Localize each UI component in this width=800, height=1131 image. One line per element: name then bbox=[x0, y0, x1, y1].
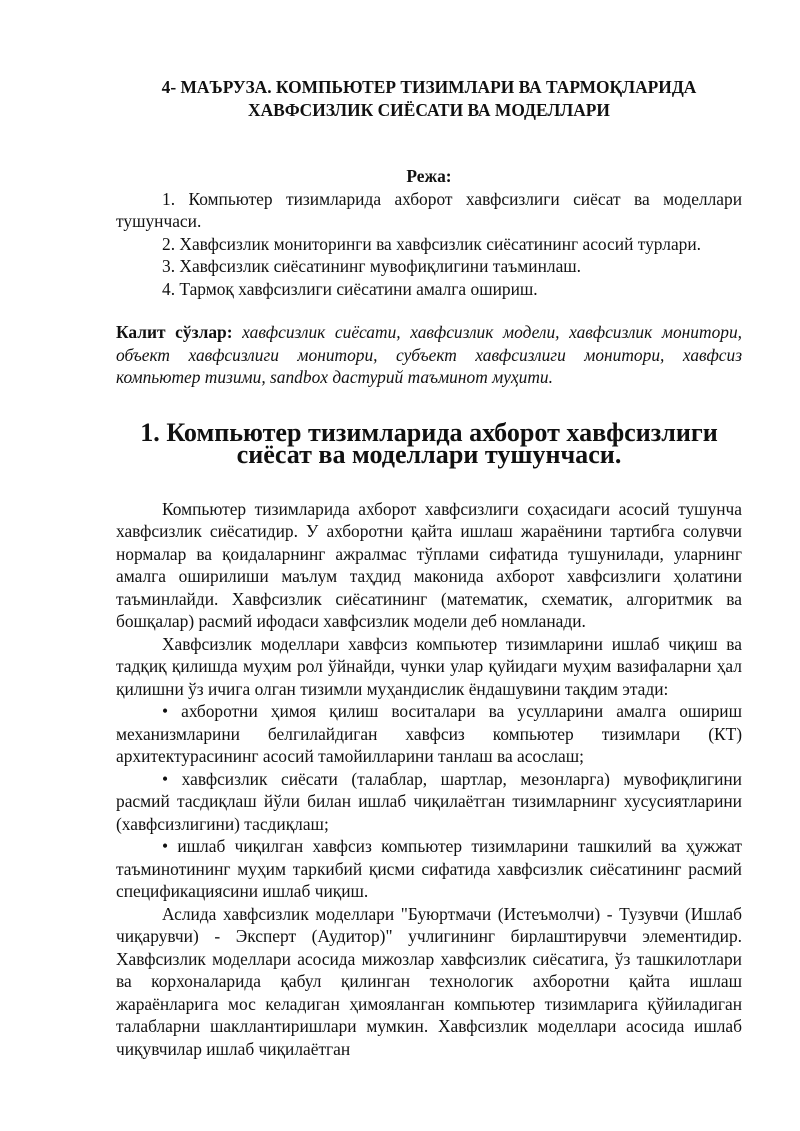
plan-item: 3. Хавфсизлик сиёсатининг мувофиқлигини таъминлаш. bbox=[162, 256, 582, 276]
keywords-label: Калит сўзлар: bbox=[116, 322, 233, 342]
plan-heading: Режа: bbox=[406, 166, 452, 186]
keywords-block bbox=[116, 321, 742, 389]
paragraph: Компьютер тизимларида ахборот хавфсизлиги соҳасидаги асосий тушунча хавфсизлик сиёсатидир. У ахборотни қайта ишлаш жараёнини тартибга солувчи нормалар ва қоидаларнинг ажралмас тўплами сифатида тушунилади, уларнинг амалга оширилиши маълум таҳдид маконида ахборот хавфсизлиги ҳолатини таъминлайди. Хавфсизлик сиёсатининг (математик, схематик, алгоритмик ва бошқалар) расмий ифодаси хавфсизлик модели деб номланади. bbox=[116, 498, 742, 631]
body-text bbox=[116, 498, 742, 1061]
bullet-paragraph: • ахборотни ҳимоя қилиш воситалари ва усулларини амалга ошириш механизмларини белгилайдиган хавфсиз компьютер тизимлари (КТ) архитектурасининг асосий тамойилларини танлаш ва асослаш; bbox=[116, 701, 742, 766]
bullet-paragraph: • ишлаб чиқилган хавфсиз компьютер тизимларини ташкилий ва ҳужжат таъминотининг муҳим таркибий қисми сифатида хавфсизлик сиёсатининг расмий спецификациясини ишлаб чиқиш. bbox=[116, 836, 742, 901]
section-heading: 1. Компьютер тизимларида ахборот хавфсизлиги сиёсат ва моделлари тушунчаси. bbox=[140, 417, 718, 469]
plan-item: 1. Компьютер тизимларида ахборот хавфсизлиги сиёсат ва моделлари тушунчаси. bbox=[116, 188, 742, 231]
paragraph: Аслида хавфсизлик моделлари "Буюртмачи (Истеъмолчи) - Тузувчи (Ишлаб чиқарувчи) - Эксперт (Аудитор)" учлигининг бирлаштирувчи элементидир. Хавфсизлик моделлари асосида мижозлар хавфсизлик сиёсатига, ўз ташкилотлари ва корхоналарида қабул қилинган технологик ахборотни қайта ишлаш жараёнларига мос келадиган ҳимояланган компьютер тизимларига қўйиладиган талабларни шакллантиришлари мумкин. Хавфсизлик моделлари асосида ишлаб чиқувчилар ишлаб чиқилаётган bbox=[116, 903, 742, 1059]
keywords-text: хавфсизлик сиёсати, хавфсизлик модели, хавфсизлик монитори, объект хавфсизлиги монитори, субъект хавфсизлиги монитори, хавфсиз компьютер тизими, sandbox дастурий таъминот муҳити. bbox=[116, 322, 742, 387]
paragraph: Хавфсизлик моделлари хавфсиз компьютер тизимларини ишлаб чиқиш ва тадқиқ қилишда муҳим рол ўйнайди, чунки улар қуйидаги муҳим вазифаларни ҳал қилишни ўз ичига олган тизимли муҳандислик ёндашувини тақдим этади: bbox=[116, 633, 742, 699]
document-title: 4- МАЪРУЗА. КОМПЬЮТЕР ТИЗИМЛАРИ ВА ТАРМОҚЛАРИДА ХАВФСИЗЛИК СИЁСАТИ ВА МОДЕЛЛАРИ bbox=[161, 77, 697, 120]
bullet-paragraph: • хавфсизлик сиёсати (талаблар, шартлар, мезонларга) мувофиқлигини расмий тасдиқлаш йўли билан ишлаб чиқилаётган тизимларнинг хусусиятларини (хавфсизлигини) тасдиқлаш; bbox=[116, 768, 742, 834]
plan-list bbox=[116, 188, 742, 301]
plan-item: 2. Хавфсизлик мониторинги ва хавфсизлик сиёсатининг асосий турлари. bbox=[162, 233, 702, 254]
plan-item: 4. Тармоқ хавфсизлиги сиёсатини амалга ошириш. bbox=[162, 278, 538, 299]
